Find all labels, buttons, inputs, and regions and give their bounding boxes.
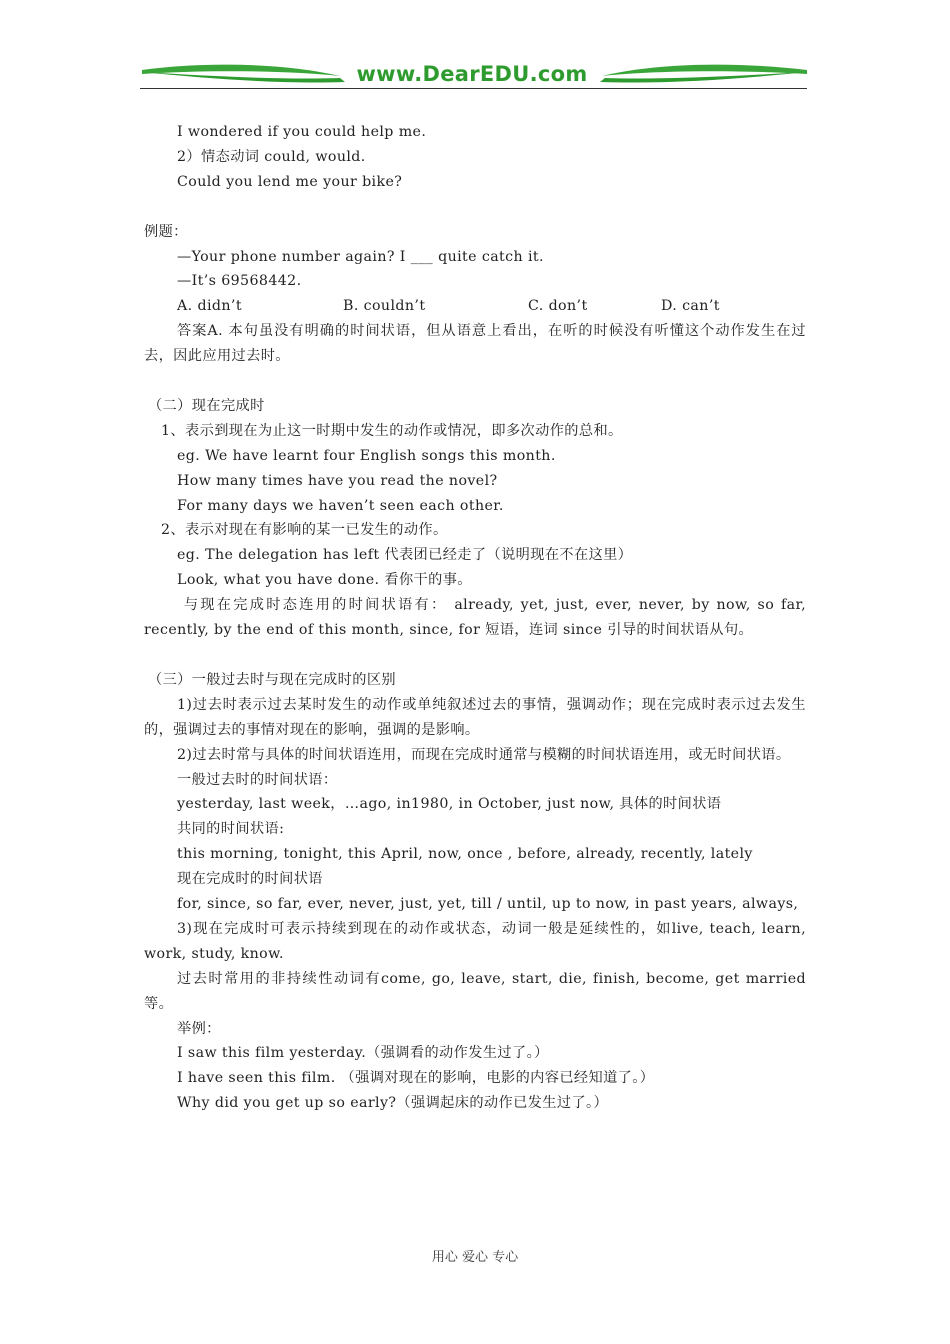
- section-heading: （二）现在完成时: [148, 397, 265, 414]
- example-line: Look, what you have done. 看你干的事。: [177, 572, 472, 589]
- example-line: I have seen this film. （强调对现在的影响，电影的内容已经知道了。）: [177, 1070, 655, 1087]
- option-d: D. can’t: [661, 298, 720, 315]
- page-footer: 用心 爱心 专心: [431, 1250, 519, 1265]
- dialogue-line: —Your phone number again? I ___ quite catch it.: [177, 248, 544, 265]
- example-line: I saw this film yesterday.（强调看的动作发生过了。）: [177, 1045, 549, 1062]
- text-line: 2）情态动词 could, would.: [177, 148, 366, 165]
- option-b: B. couldn’t: [343, 298, 426, 315]
- page-header: [140, 58, 810, 94]
- text-line: 共同的时间状语:: [177, 821, 285, 838]
- paragraph: 2)过去时常与具体的时间状语连用，而现在完成时通常与模糊的时间状语连用，或无时间状语。: [177, 746, 791, 763]
- paragraph: 与现在完成时态连用的时间状语有： already, yet, just, ever, never, by now, so far, recently, by the end of this month, since, for 短语，连词 since 引导的时间状语从句。: [144, 597, 811, 639]
- section-heading: （三）一般过去时与现在完成时的区别: [148, 671, 396, 688]
- text-line: 现在完成时的时间状语: [177, 871, 323, 888]
- example-line: eg. The delegation has left 代表团已经走了（说明现在不在这里）: [177, 547, 633, 564]
- document-body: [144, 120, 811, 1116]
- example-heading: 例题：: [144, 223, 188, 240]
- text-line: 举例：: [177, 1020, 221, 1037]
- example-line: Why did you get up so early?（强调起床的动作已发生过了。）: [177, 1095, 609, 1112]
- option-a: A. didn’t: [177, 298, 242, 315]
- example-line: For many days we haven’t seen each other.: [177, 497, 504, 514]
- paragraph: 3)现在完成时可表示持续到现在的动作或状态，动词一般是延续性的，如live, teach, learn, work, study, know.: [144, 920, 811, 962]
- answer-options: [144, 294, 806, 319]
- text-line: 一般过去时的时间状语：: [177, 771, 338, 788]
- header-divider: [140, 88, 807, 89]
- text-line: Could you lend me your bike?: [177, 173, 403, 190]
- example-line: How many times have you read the novel?: [177, 472, 498, 489]
- dialogue-line: —It’s 69568442.: [177, 273, 302, 290]
- option-c: C. don’t: [528, 298, 588, 315]
- paragraph: for, since, so far, ever, never, just, yet, till / until, up to now, in past years, always,: [177, 896, 799, 913]
- site-logo-text: www.DearEDU.com: [356, 62, 588, 86]
- paragraph: 1)过去时表示过去某时发生的动作或单纯叙述过去的事情，强调动作；现在完成时表示过去发生的，强调过去的事情对现在的影响，强调的是影响。: [144, 696, 806, 738]
- rule-item: 1、表示到现在为止这一时期中发生的动作或情况，即多次动作的总和。: [161, 422, 623, 439]
- example-line: eg. We have learnt four English songs this month.: [177, 447, 556, 464]
- paragraph: this morning, tonight, this April, now, once , before, already, recently, lately: [177, 846, 753, 863]
- text-line: yesterday, last week，…ago, in1980, in October, just now, 具体的时间状语: [177, 796, 722, 813]
- text-line: I wondered if you could help me.: [177, 124, 427, 140]
- paragraph: 过去时常用的非持续性动词有come, go, leave, start, die, finish, become, get married等。: [144, 970, 806, 1012]
- rule-item: 2、表示对现在有影响的某一已发生的动作。: [161, 522, 448, 539]
- answer-explanation: 答案A. 本句虽没有明确的时间状语，但从语意上看出，在听的时候没有听懂这个动作发生在过去，因此应用过去时。: [144, 323, 806, 365]
